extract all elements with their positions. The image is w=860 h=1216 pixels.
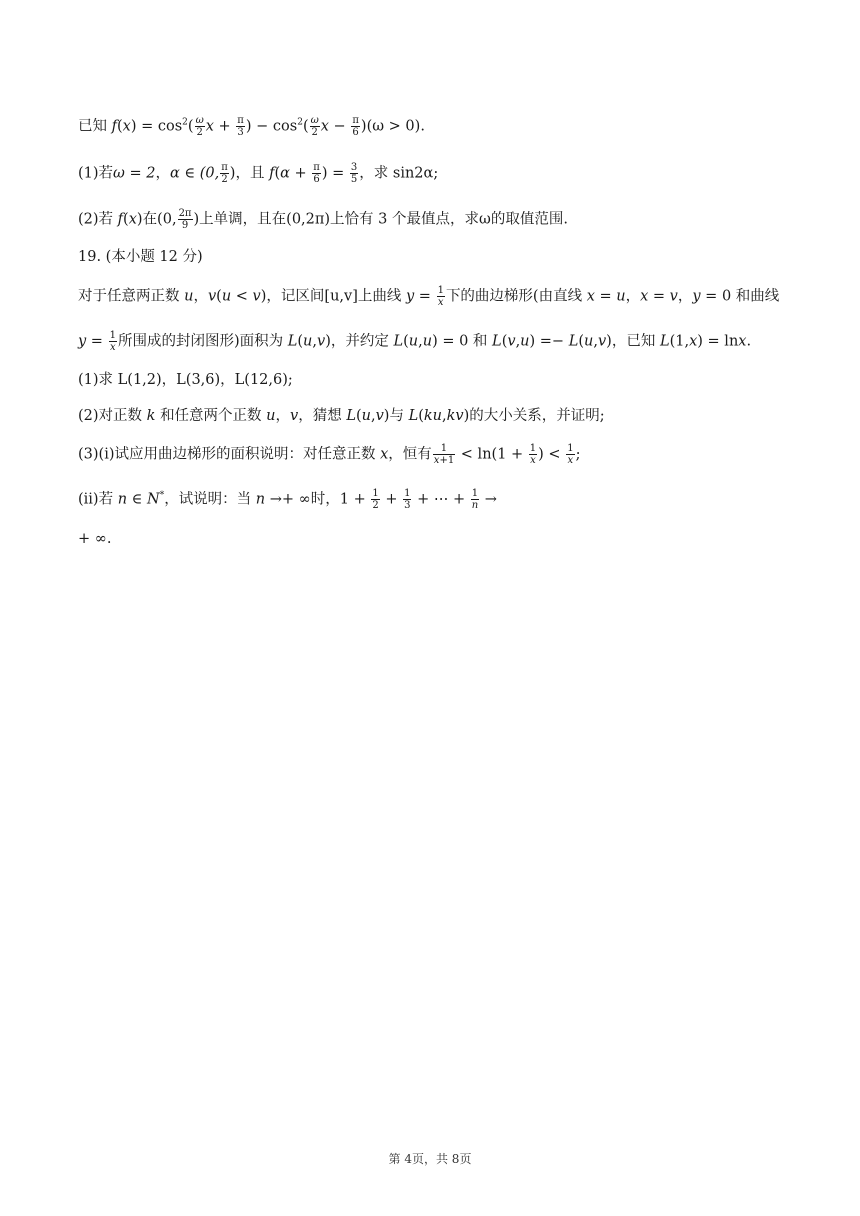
problem19-part3-ii-end: + ∞.	[78, 531, 112, 547]
problem18-part1: (1)若ω = 2，α ∈ (0, $\frac{\pi}{2}$ )，且 f(α + $\frac{\pi}{6}$ ) = $\frac{3}{5}$ ，求 sin2α;	[78, 162, 439, 185]
problem19-intro-line1: 对于任意两正数 u，v(u < v)，记区间[u,v]上曲线 y = $\frac{1}{x}$ 下的曲边梯形(由直线 x = u，x = v，y = 0 和曲线	[78, 285, 780, 308]
problem19-part3-i: (3)(ⅰ)试应用曲边梯形的面积说明：对任意正数 x，恒有 $\frac{1}{x+1}$ < ln(1 + $\frac{1}{x}$ ) < $\frac{1}{x}$ ;	[78, 443, 581, 466]
problem19-part1: (1)求 L(1,2)，L(3,6)，L(12,6);	[78, 372, 293, 388]
problem18-given: 已知 $f(x) = \cos^2$( $\frac{\omega}{2}$ x + $\frac{\pi}{3}$ ) − $\cos^2$( $\frac{\omega}{2}$ x − $\frac{\pi}{6}$ )(ω > 0).	[78, 115, 425, 138]
problem19-part2: (2)对正数 k 和任意两个正数 u，v，猜想 L(u,v)与 L(ku,kv)的大小关系，并证明;	[78, 408, 605, 424]
problem18-part2: (2)若 f(x)在(0, $\frac{2\pi}{9}$ )上单调，且在(0,2π)上恰有 3 个最值点，求ω的取值范围.	[78, 208, 568, 231]
problem19-part3-ii: (ⅱ)若 n ∈ N*，试说明：当 n →+ ∞时，1 + $\frac{1}{2}$ + $\frac{1}{3}$ + ⋯ + $\frac{1}{n}$ →	[78, 488, 497, 511]
problem19-intro-line2: y = $\frac{1}{x}$ 所围成的封闭图形)面积为 L(u,v)，并约定 L(u,u) = 0 和 L(v,u) =− L(u,v)，已知 L(1,x) = lnx.	[78, 330, 752, 353]
page-footer: 第 4页，共 8页	[388, 1152, 472, 1166]
problem19-heading: 19. (本小题 12 分)	[78, 249, 203, 265]
